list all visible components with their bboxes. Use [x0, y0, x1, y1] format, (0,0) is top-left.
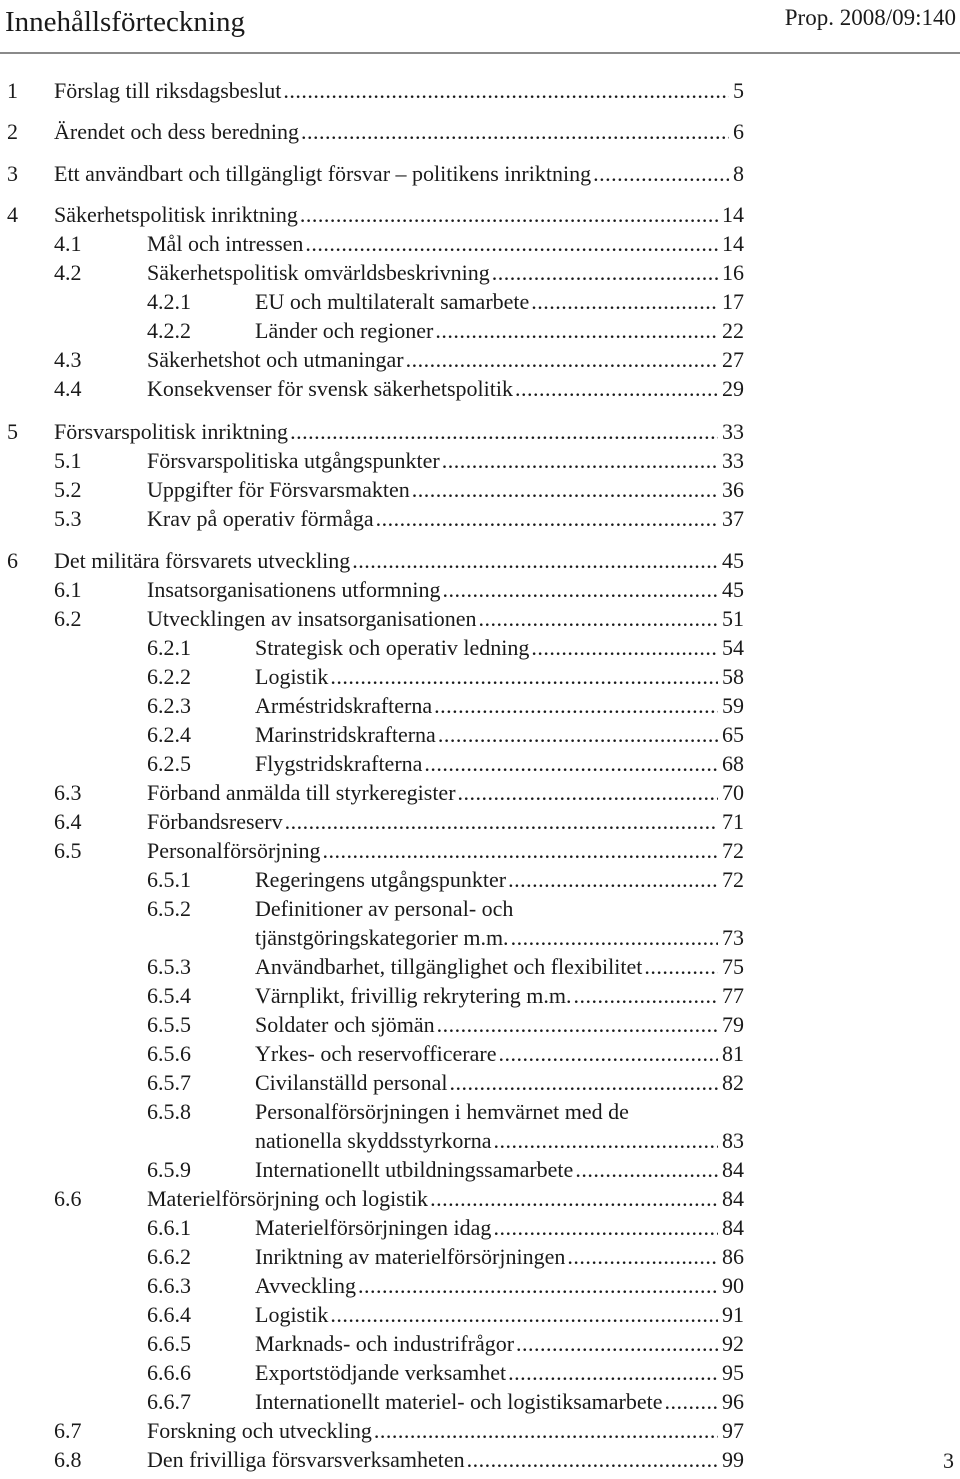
document-reference: Prop. 2008/09:140 — [784, 5, 956, 30]
toc-entry-title: Yrkes- och reservofficerare — [255, 1041, 497, 1066]
toc-entry-title: Internationellt materiel- och logistiksamarbete — [255, 1389, 663, 1414]
toc-entry-page: 59 — [722, 693, 744, 718]
toc-entry-line — [147, 836, 744, 866]
toc-entry-line — [147, 1184, 744, 1214]
dot-leader — [330, 1300, 718, 1330]
toc-entry-page: 99 — [722, 1447, 744, 1472]
toc-entry-page: 54 — [722, 635, 744, 660]
toc-entry-page: 51 — [722, 606, 744, 631]
toc-entry-page: 92 — [722, 1331, 744, 1356]
toc-entry-title: Krav på operativ förmåga — [147, 506, 374, 531]
toc-entry-number: 6.6 — [54, 1186, 82, 1211]
toc-entry-line — [147, 504, 744, 534]
toc-entry-line — [255, 1155, 744, 1185]
dot-leader — [574, 981, 719, 1011]
toc-entry-line — [54, 417, 744, 447]
toc-entry[interactable] — [0, 417, 960, 447]
toc-entry-line — [147, 604, 744, 634]
toc-entry-title: Definitioner av personal- och — [255, 896, 514, 921]
toc-entry[interactable] — [0, 287, 960, 317]
toc-entry-number: 1 — [7, 78, 18, 103]
toc-entry-line — [255, 720, 744, 750]
toc-entry[interactable] — [0, 1358, 960, 1388]
toc-entry-line — [255, 1068, 744, 1098]
toc-entry-line — [255, 1010, 744, 1040]
toc-entry-number: 6.5.9 — [147, 1157, 191, 1182]
toc-entry[interactable] — [0, 1097, 960, 1127]
toc-entry-line — [147, 575, 744, 605]
toc-entry-number: 6.6.5 — [147, 1331, 191, 1356]
toc-entry-line — [147, 475, 744, 505]
dot-leader — [531, 633, 718, 663]
toc-entry-page: 72 — [722, 838, 744, 863]
dot-leader — [305, 229, 718, 259]
dot-leader — [323, 836, 718, 866]
toc-entry-page: 22 — [722, 318, 744, 343]
toc-entry[interactable] — [0, 1329, 960, 1359]
toc-entry-number: 5.3 — [54, 506, 82, 531]
toc-entry-number: 6.3 — [54, 780, 82, 805]
toc-entry-title: EU och multilateralt samarbete — [255, 289, 530, 314]
toc-entry-title: Säkerhetshot och utmaningar — [147, 347, 404, 372]
toc-entry-line — [54, 200, 744, 230]
toc-entry-title: Förbandsreserv — [147, 809, 283, 834]
toc-entry[interactable] — [0, 1271, 960, 1301]
toc-entry-page: 97 — [722, 1418, 744, 1443]
toc-entry-number: 6.5 — [54, 838, 82, 863]
toc-entry-number: 6.5.8 — [147, 1099, 191, 1124]
toc-entry-page: 29 — [722, 376, 744, 401]
dot-leader — [330, 662, 718, 692]
toc-entry-number: 2 — [7, 119, 18, 144]
toc-entry[interactable] — [0, 546, 960, 576]
dot-leader — [443, 575, 719, 605]
toc-entry[interactable] — [0, 504, 960, 534]
toc-entry-title: Forskning och utveckling — [147, 1418, 372, 1443]
toc-entry-line — [255, 1242, 744, 1272]
toc-entry[interactable] — [0, 117, 960, 147]
dot-leader — [467, 1445, 718, 1475]
dot-leader — [511, 923, 718, 953]
toc-entry-line — [255, 633, 744, 663]
toc-entry[interactable] — [0, 691, 960, 721]
toc-entry-title: Personalförsörjningen i hemvärnet med de — [255, 1099, 629, 1124]
toc-entry-number: 6.2.2 — [147, 664, 191, 689]
toc-entry-line — [54, 546, 744, 576]
toc-entry-number: 4.3 — [54, 347, 82, 372]
toc-entry-page: 73 — [722, 925, 744, 950]
toc-entry[interactable] — [0, 865, 960, 895]
toc-entry-number: 6.6.3 — [147, 1273, 191, 1298]
toc-entry-page: 95 — [722, 1360, 744, 1385]
toc-entry-title: Materielförsörjning och logistik — [147, 1186, 429, 1211]
toc-entry-number: 6.5.6 — [147, 1041, 191, 1066]
toc-entry-number: 6.5.1 — [147, 867, 191, 892]
toc-entry-title: Ett användbart och tillgängligt försvar – politikens inriktning — [54, 161, 592, 186]
toc-entry[interactable] — [0, 446, 960, 476]
toc-entry-number: 4.2.2 — [147, 318, 191, 343]
toc-entry-page: 14 — [722, 231, 744, 256]
toc-entry-number: 3 — [7, 161, 18, 186]
toc-entry[interactable] — [0, 1213, 960, 1243]
toc-entry-number: 6.6.7 — [147, 1389, 191, 1414]
toc-entry-number: 6.7 — [54, 1418, 82, 1443]
toc-entry-page: 96 — [722, 1389, 744, 1414]
toc-entry-line — [147, 229, 744, 259]
toc-entry-page: 16 — [722, 260, 744, 285]
dot-leader — [301, 117, 729, 147]
toc-entry-line — [147, 374, 744, 404]
toc-entry-page: 58 — [722, 664, 744, 689]
toc-entry-line — [147, 1416, 744, 1446]
toc-entry-line — [255, 865, 744, 895]
dot-leader — [358, 1271, 718, 1301]
dot-leader — [424, 749, 718, 779]
toc-entry[interactable] — [0, 1039, 960, 1069]
toc-entry-page: 75 — [722, 954, 744, 979]
dot-leader — [479, 604, 718, 634]
toc-entry-title: Personalförsörjning — [147, 838, 321, 863]
dot-leader — [442, 446, 718, 476]
toc-entry-page: 6 — [733, 119, 744, 144]
toc-entry-number: 6.5.5 — [147, 1012, 191, 1037]
dot-leader — [531, 287, 718, 317]
toc-entry-page: 79 — [722, 1012, 744, 1037]
dot-leader — [434, 691, 718, 721]
toc-entry-number: 6.6.2 — [147, 1244, 191, 1269]
toc-entry-number: 6.6.6 — [147, 1360, 191, 1385]
dot-leader — [493, 1126, 718, 1156]
toc-entry-line — [255, 662, 744, 692]
toc-entry-number: 6.4 — [54, 809, 82, 834]
toc-entry-title: Utvecklingen av insatsorganisationen — [147, 606, 477, 631]
header-divider — [0, 52, 960, 54]
toc-entry-page: 68 — [722, 751, 744, 776]
dot-leader — [508, 1358, 718, 1388]
toc-entry-number: 6.5.3 — [147, 954, 191, 979]
toc-entry-line — [255, 1213, 744, 1243]
dot-leader — [437, 1010, 718, 1040]
toc-entry-line — [255, 1387, 744, 1417]
dot-leader — [492, 258, 718, 288]
toc-entry-page: 37 — [722, 506, 744, 531]
dot-leader — [438, 720, 718, 750]
toc-entry-title: Flygstridskrafterna — [255, 751, 423, 776]
toc-entry-line — [255, 1300, 744, 1330]
toc-entry[interactable] — [0, 374, 960, 404]
dot-leader — [406, 345, 718, 375]
toc-entry[interactable] — [0, 1387, 960, 1417]
toc-entry-number: 6.2.3 — [147, 693, 191, 718]
toc-entry[interactable] — [0, 633, 960, 663]
toc-entry[interactable] — [0, 159, 960, 189]
toc-entry-title: Marknads- och industrifrågor — [255, 1331, 515, 1356]
toc-entry[interactable] — [0, 778, 960, 808]
toc-entry-title: Mål och intressen — [147, 231, 304, 256]
toc-entry-line — [147, 1445, 744, 1475]
toc-entry-continuation[interactable] — [0, 1126, 960, 1156]
page-title: Innehållsförteckning — [5, 6, 245, 38]
toc-entry-line — [255, 287, 744, 317]
toc-entry[interactable] — [0, 1155, 960, 1185]
toc-entry-title: Internationellt utbildningssamarbete — [255, 1157, 574, 1182]
toc-entry-line — [147, 778, 744, 808]
toc-entry-line — [147, 345, 744, 375]
toc-entry-line — [147, 807, 744, 837]
toc-entry-title: Försvarspolitisk inriktning — [54, 419, 289, 444]
dot-leader — [493, 1213, 718, 1243]
toc-entry-page: 84 — [722, 1215, 744, 1240]
toc-entry-title: Logistik — [255, 664, 329, 689]
dot-leader — [412, 475, 718, 505]
toc-entry[interactable] — [0, 345, 960, 375]
toc-entry[interactable] — [0, 981, 960, 1011]
toc-entry-page: 83 — [722, 1128, 744, 1153]
toc-entry[interactable] — [0, 952, 960, 982]
toc-entry-title: Logistik — [255, 1302, 329, 1327]
toc-entry[interactable] — [0, 1184, 960, 1214]
toc-entry-line — [147, 446, 744, 476]
toc-entry[interactable] — [0, 894, 960, 924]
toc-entry-line — [255, 1039, 744, 1069]
toc-entry-number: 4.4 — [54, 376, 82, 401]
toc-entry-title: Det militära försvarets utveckling — [54, 548, 351, 573]
toc-entry-title: Strategisk och operativ ledning — [255, 635, 530, 660]
dot-leader — [300, 200, 718, 230]
toc-entry-line — [147, 258, 744, 288]
toc-entry[interactable] — [0, 1445, 960, 1475]
toc-entry-page: 91 — [722, 1302, 744, 1327]
toc-entry[interactable] — [0, 1300, 960, 1330]
toc-entry-line — [54, 76, 744, 106]
toc-entry-title: Avveckling — [255, 1273, 357, 1298]
toc-entry-page: 90 — [722, 1273, 744, 1298]
toc-entry-title: Soldater och sjömän — [255, 1012, 435, 1037]
toc-entry-title-continued: tjänstgöringskategorier m.m. — [255, 925, 509, 950]
dot-leader — [435, 316, 718, 346]
toc-entry-line — [255, 1126, 744, 1156]
toc-entry-title: Regeringens utgångspunkter — [255, 867, 507, 892]
toc-entry-title: Insatsorganisationens utformning — [147, 577, 441, 602]
toc-entry-title: Arméstridskrafterna — [255, 693, 433, 718]
toc-entry-number: 4 — [7, 202, 18, 227]
toc-entry-page: 36 — [722, 477, 744, 502]
toc-entry-line — [255, 691, 744, 721]
toc-entry-number: 5 — [7, 419, 18, 444]
dot-leader — [593, 159, 729, 189]
dot-leader — [508, 865, 718, 895]
toc-entry[interactable] — [0, 258, 960, 288]
toc-entry-number: 6.1 — [54, 577, 82, 602]
toc-entry-title: Materielförsörjningen idag — [255, 1215, 492, 1240]
dot-leader — [516, 1329, 718, 1359]
toc-entry-page: 33 — [722, 419, 744, 444]
toc-entry-line — [255, 923, 744, 953]
dot-leader — [285, 807, 718, 837]
toc-entry-page: 84 — [722, 1157, 744, 1182]
toc-entry-page: 86 — [722, 1244, 744, 1269]
toc-entry-number: 6.6.4 — [147, 1302, 191, 1327]
toc-entry-continuation[interactable] — [0, 923, 960, 953]
toc-entry-number: 6.5.2 — [147, 896, 191, 921]
toc-entry[interactable] — [0, 662, 960, 692]
dot-leader — [290, 417, 718, 447]
dot-leader — [283, 76, 729, 106]
toc-entry-title: Försvarspolitiska utgångspunkter — [147, 448, 440, 473]
toc-entry-number: 6.8 — [54, 1447, 82, 1472]
toc-entry-line — [54, 159, 744, 189]
toc-entry-number: 5.1 — [54, 448, 82, 473]
toc-entry-title: Inriktning av materielförsörjningen — [255, 1244, 566, 1269]
dot-leader — [498, 1039, 718, 1069]
dot-leader — [575, 1155, 718, 1185]
toc-entry-title: Värnplikt, frivillig rekrytering m.m. — [255, 983, 572, 1008]
toc-entry-page: 27 — [722, 347, 744, 372]
toc-entry-page: 77 — [722, 983, 744, 1008]
dot-leader — [567, 1242, 718, 1272]
toc-entry-line — [54, 117, 744, 147]
toc-entry-number: 5.2 — [54, 477, 82, 502]
toc-entry-line — [255, 316, 744, 346]
toc-entry-line — [255, 1329, 744, 1359]
toc-entry-title: Civilanställd personal — [255, 1070, 448, 1095]
toc-entry-title: Marinstridskrafterna — [255, 722, 436, 747]
toc-entry-page: 65 — [722, 722, 744, 747]
toc-entry-page: 5 — [733, 78, 744, 103]
toc-entry[interactable] — [0, 229, 960, 259]
toc-entry-number: 4.2.1 — [147, 289, 191, 314]
toc-entry-title-continued: nationella skyddsstyrkorna — [255, 1128, 492, 1153]
toc-entry-page: 84 — [722, 1186, 744, 1211]
toc-entry-page: 8 — [733, 161, 744, 186]
toc-entry-page: 82 — [722, 1070, 744, 1095]
toc-entry[interactable] — [0, 1416, 960, 1446]
toc-entry-page: 71 — [722, 809, 744, 834]
toc-entry-page: 45 — [722, 577, 744, 602]
dot-leader — [644, 952, 718, 982]
toc-entry-line — [255, 952, 744, 982]
toc-entry-page: 33 — [722, 448, 744, 473]
toc-entry-page: 14 — [722, 202, 744, 227]
toc-entry[interactable] — [0, 475, 960, 505]
toc-entry-number: 6 — [7, 548, 18, 573]
toc-entry-title: Ärendet och dess beredning — [54, 119, 299, 144]
dot-leader — [352, 546, 718, 576]
toc-entry-title: Användbarhet, tillgänglighet och flexibilitet — [255, 954, 643, 979]
toc-entry[interactable] — [0, 575, 960, 605]
toc-entry[interactable] — [0, 749, 960, 779]
toc-entry[interactable] — [0, 604, 960, 634]
toc-entry[interactable] — [0, 1068, 960, 1098]
dot-leader — [430, 1184, 718, 1214]
toc-entry[interactable] — [0, 76, 960, 106]
toc-entry-number: 6.2.5 — [147, 751, 191, 776]
toc-entry-page: 70 — [722, 780, 744, 805]
toc-entry-page: 81 — [722, 1041, 744, 1066]
toc-entry-title: Den frivilliga försvarsverksamheten — [147, 1447, 465, 1472]
toc-entry-page: 45 — [722, 548, 744, 573]
toc-entry-line — [255, 749, 744, 779]
toc-entry[interactable] — [0, 316, 960, 346]
dot-leader — [664, 1387, 718, 1417]
toc-entry-line — [255, 1358, 744, 1388]
toc-entry-number: 6.2.1 — [147, 635, 191, 660]
toc-entry-title: Förband anmälda till styrkeregister — [147, 780, 456, 805]
toc-entry-number: 6.6.1 — [147, 1215, 191, 1240]
toc-entry-line — [255, 1271, 744, 1301]
dot-leader — [458, 778, 718, 808]
toc-entry-title: Säkerhetspolitisk inriktning — [54, 202, 298, 227]
toc-entry-page: 72 — [722, 867, 744, 892]
toc-entry-number: 6.5.7 — [147, 1070, 191, 1095]
toc-entry-title: Förslag till riksdagsbeslut — [54, 78, 282, 103]
page-number: 3 — [943, 1448, 954, 1473]
toc-entry-number: 4.2 — [54, 260, 82, 285]
toc-entry[interactable] — [0, 836, 960, 866]
toc-entry[interactable] — [0, 1010, 960, 1040]
toc-entry-title: Uppgifter för Försvarsmakten — [147, 477, 410, 502]
toc-entry-number: 6.2 — [54, 606, 82, 631]
toc-entry-number: 6.2.4 — [147, 722, 191, 747]
dot-leader — [376, 504, 718, 534]
toc-entry-title: Konsekvenser för svensk säkerhetspolitik — [147, 376, 513, 401]
toc-entry-page: 17 — [722, 289, 744, 314]
toc-entry[interactable] — [0, 807, 960, 837]
dot-leader — [449, 1068, 718, 1098]
toc-entry[interactable] — [0, 1242, 960, 1272]
toc-entry-number: 4.1 — [54, 231, 82, 256]
toc-entry-number: 6.5.4 — [147, 983, 191, 1008]
toc-entry[interactable] — [0, 720, 960, 750]
toc-entry[interactable] — [0, 200, 960, 230]
toc-entry-title: Säkerhetspolitisk omvärldsbeskrivning — [147, 260, 490, 285]
toc-entry-title: Exportstödjande verksamhet — [255, 1360, 507, 1385]
dot-leader — [374, 1416, 718, 1446]
toc-entry-title: Länder och regioner — [255, 318, 434, 343]
toc-entry-line — [255, 981, 744, 1011]
dot-leader — [515, 374, 718, 404]
